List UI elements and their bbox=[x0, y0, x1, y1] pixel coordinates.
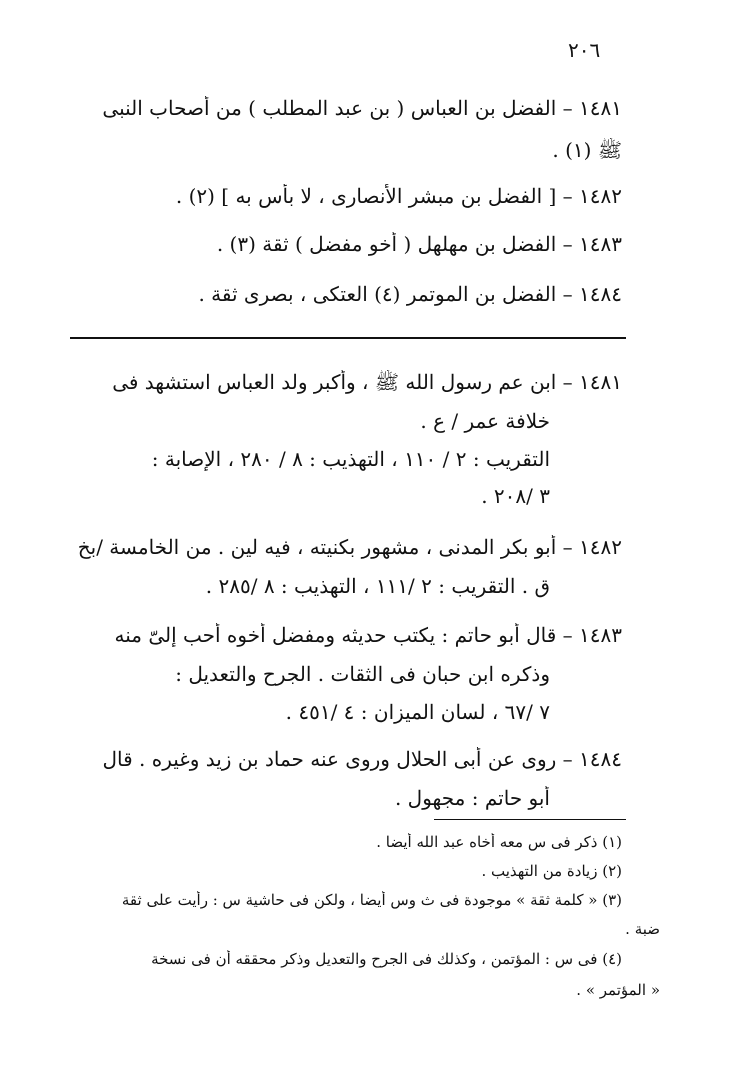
note-text: قال أبو حاتم : يكتب حديثه ومفضل أخوه أحب إلىّ منه bbox=[114, 623, 557, 647]
note-text: ابن عم رسول الله ﷺ ، وأكبر ولد العباس استشهد فى bbox=[112, 370, 557, 394]
note-1481-line-3: التقريب : ٢ / ١١٠ ، التهذيب : ٨ / ٢٨٠ ، الإصابة : bbox=[151, 447, 550, 471]
section-divider bbox=[70, 337, 626, 339]
footnote-4-line-2: « المؤتمر » . bbox=[576, 981, 660, 999]
note-number: ١٤٨٤ bbox=[579, 747, 622, 771]
entry-number: ١٤٨٢ bbox=[579, 184, 622, 208]
note-1484-line-2: أبو حاتم : مجهول . bbox=[394, 786, 550, 810]
footnote-3-line-1: (٣) « كلمة ثقة » موجودة فى ث وس أيضا ، ولكن فى حاشية س : رأيت على ثقة bbox=[121, 891, 622, 909]
note-1484-line-1: ١٤٨٤ – روى عن أبى الحلال وروى عنه حماد بن زيد وغيره . قال bbox=[102, 747, 622, 771]
entry-1483: ١٤٨٣ – الفضل بن مهلهل ( أخو مفضل ) ثقة (٣) . bbox=[216, 232, 622, 256]
note-number: ١٤٨٣ bbox=[579, 623, 622, 647]
entry-number: ١٤٨١ bbox=[579, 96, 622, 120]
note-1481-line-2: خلافة عمر / ع . bbox=[420, 409, 550, 433]
note-number: ١٤٨١ bbox=[579, 370, 622, 394]
entry-number: ١٤٨٤ bbox=[579, 282, 622, 306]
entry-1482: ١٤٨٢ – [ الفضل بن مبشر الأنصارى ، لا بأس به ] (٢) . bbox=[175, 184, 622, 208]
entry-text: الفضل بن مهلهل ( أخو مفضل ) ثقة (٣) . bbox=[216, 232, 557, 256]
footnote-3-line-2: ضبة . bbox=[625, 920, 660, 938]
entry-text: الفضل بن الموتمر (٤) العتكى ، بصرى ثقة . bbox=[198, 282, 557, 306]
entry-1481-line-2: ﷺ (١) . bbox=[552, 138, 622, 162]
entry-text: [ الفضل بن مبشر الأنصارى ، لا بأس به ] (٢) . bbox=[175, 184, 557, 208]
note-1483-line-3: ٧ /٦٧ ، لسان الميزان : ٤ /٤٥١ . bbox=[285, 700, 550, 724]
note-number: ١٤٨٢ bbox=[579, 535, 622, 559]
entry-1481-line-1: ١٤٨١ – الفضل بن العباس ( بن عبد المطلب ) من أصحاب النبى bbox=[102, 96, 622, 120]
page-number: ٢٠٦ bbox=[568, 38, 601, 62]
entry-text: الفضل بن العباس ( بن عبد المطلب ) من أصحاب النبى bbox=[102, 96, 557, 120]
footnote-2: (٢) زيادة من التهذيب . bbox=[481, 862, 622, 880]
note-text: أبو بكر المدنى ، مشهور بكنيته ، فيه لين . من الخامسة /بخ bbox=[77, 535, 557, 559]
note-1482-line-2: ق . التقريب : ٢ /١١١ ، التهذيب : ٨ /٢٨٥ . bbox=[205, 574, 550, 598]
note-1482-line-1: ١٤٨٢ – أبو بكر المدنى ، مشهور بكنيته ، فيه لين . من الخامسة /بخ bbox=[77, 535, 622, 559]
note-1483-line-1: ١٤٨٣ – قال أبو حاتم : يكتب حديثه ومفضل أخوه أحب إلىّ منه bbox=[114, 623, 622, 647]
note-1483-line-2: وذكره ابن حبان فى الثقات . الجرح والتعديل : bbox=[175, 662, 550, 686]
footnote-divider bbox=[434, 819, 626, 820]
note-1481-line-4: ٣ /٢٠٨ . bbox=[481, 484, 550, 508]
footnote-1: (١) ذكر فى س معه أخاه عبد الله أيضا . bbox=[376, 833, 622, 851]
note-text: روى عن أبى الحلال وروى عنه حماد بن زيد وغيره . قال bbox=[102, 747, 557, 771]
entry-1484: ١٤٨٤ – الفضل بن الموتمر (٤) العتكى ، بصرى ثقة . bbox=[198, 282, 622, 306]
entry-number: ١٤٨٣ bbox=[579, 232, 622, 256]
footnote-4-line-1: (٤) فى س : المؤتمن ، وكذلك فى الجرح والتعديل وذكر محققه أن فى نسخة bbox=[151, 950, 622, 968]
note-1481-line-1: ١٤٨١ – ابن عم رسول الله ﷺ ، وأكبر ولد العباس استشهد فى bbox=[112, 370, 622, 394]
